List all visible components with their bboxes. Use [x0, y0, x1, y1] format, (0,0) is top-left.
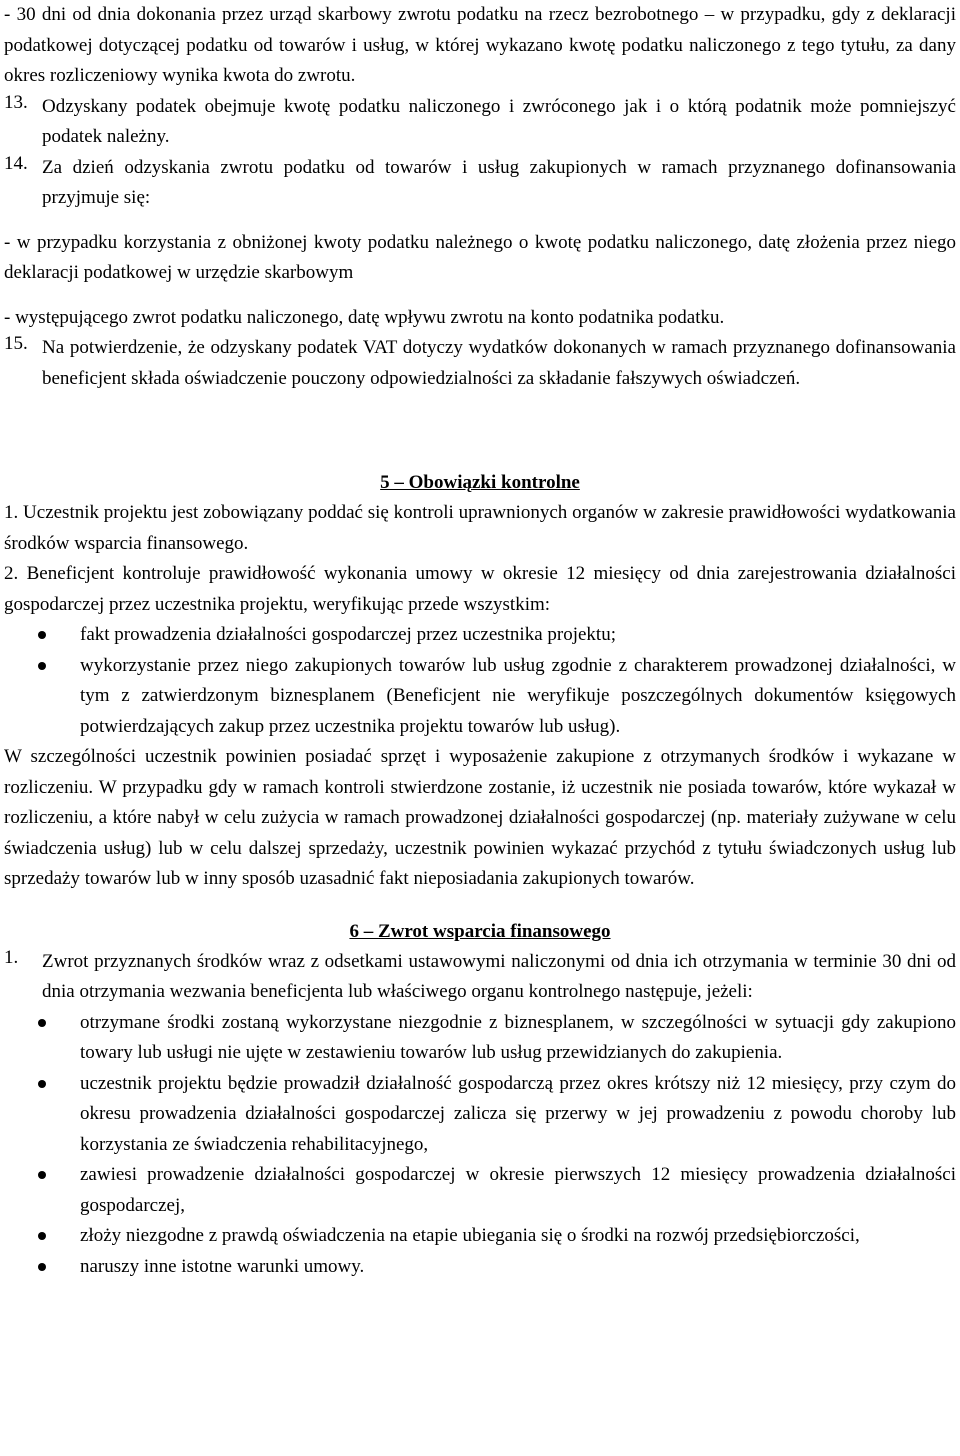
section-6-heading: 6 – Zwrot wsparcia finansowego — [349, 920, 611, 942]
list-item-14 — [4, 153, 956, 214]
document-page — [4, 0, 956, 1282]
bullet-item: wykorzystanie przez niego zakupionych towarów lub usług zgodnie z charakterem prowadzonej działalności, w tym z zatwierdzonym biznesplanem (Beneficjent nie weryfikuje poszczególnych dokumentów księgowych potwierdzających zakup przez uczestnika projektu towarów lub usług). — [4, 651, 956, 743]
item14-sub-paragraph-1: - w przypadku korzystania z obniżonej kwoty podatku należnego o kwotę podatku naliczonego, datę złożenia przez niego deklaracji podatkowej w urzędzie skarbowym — [4, 231, 956, 283]
bullet-icon — [4, 1221, 80, 1252]
bullet-item: uczestnik projektu będzie prowadził działalność gospodarczą przez okres krótszy niż 12 miesięcy, przy czym do okresu prowadzenia działalności gospodarczej zalicza się przerwy w jej prowadzeniu z powodu choroby lub korzystania ze świadczenia rehabilitacyjnego, — [4, 1069, 956, 1161]
item-number: 15. — [4, 333, 28, 354]
bullet-icon — [4, 620, 80, 651]
intro-paragraph: - 30 dni od dnia dokonania przez urząd skarbowy zwrotu podatku na rzecz bezrobotnego – w przypadku, gdy z deklaracji podatkowej dotyczącej podatku od towarów i usług, w której wykazano kwotę podatku naliczonego z tego tytułu, za dany okres rozliczeniowy wynika kwota do zwrotu. — [4, 4, 956, 86]
bullet-icon — [4, 1160, 80, 1221]
section-5-paragraph-3: W szczególności uczestnik powinien posiadać sprzęt i wyposażenie zakupione z otrzymanych środków i wykazane w rozliczeniu. W przypadku gdy w ramach kontroli stwierdzone zostanie, iż uczestnik nie posiada towarów, które wykazał w rozliczeniu, a które nabył w celu zużycia w ramach prowadzonej działalności gospodarczej (np. materiały zużywane w celu świadczenia usług) lub w celu dalszej sprzedaży, uczestnik powinien wykazać przychód z tytułu świadczonych usług lub sprzedaży towarów lub w inny sposób uzasadnić fakt nieposiadania zakupionych towarów. — [4, 746, 956, 889]
item-text: Zwrot przyznanych środków wraz z odsetkami ustawowymi naliczonymi od dnia ich otrzymania w terminie 30 dni od dnia otrzymania wezwania beneficjenta lub właściwego organu kontrolnego następuje, jeżeli: — [42, 950, 956, 1002]
item14-sub-paragraph-2: - występującego zwrot podatku naliczonego, datę wpływu zwrotu na konto podatnika podatku. — [4, 306, 725, 328]
bullet-icon — [4, 1008, 80, 1069]
list-item-13 — [4, 92, 956, 153]
section-5-paragraph-2: 2. Beneficjent kontroluje prawidłowość wykonania umowy w okresie 12 miesięcy od dnia zarejestrowania działalności gospodarczej przez uczestnika projektu, weryfikując przede wszystkim: — [4, 563, 956, 615]
item-text: Na potwierdzenie, że odzyskany podatek VAT dotyczy wydatków dokonanych w ramach przyznanego dofinansowania beneficjent składa oświadczenie pouczony odpowiedzialności za składanie fałszywych oświadczeń. — [42, 337, 956, 389]
bullet-item: złoży niezgodne z prawdą oświadczenia na etapie ubiegania się o środki na rozwój przedsiębiorczości, — [4, 1221, 956, 1252]
bullet-icon — [4, 651, 80, 743]
item-number: 13. — [4, 91, 28, 113]
bullet-item: otrzymane środki zostaną wykorzystane niezgodnie z biznesplanem, w szczególności w sytuacji gdy zakupiono towary lub usługi nie ujęte w zestawieniu towarów lub usług przewidzianych do zakupienia. — [4, 1008, 956, 1069]
bullet-item: fakt prowadzenia działalności gospodarczej przez uczestnika projektu; — [4, 620, 956, 651]
section-5-bullet-list — [4, 620, 956, 742]
section-5-paragraph-1: 1. Uczestnik projektu jest zobowiązany poddać się kontroli uprawnionych organów w zakresie prawidłowości wydatkowania środków wsparcia finansowego. — [4, 502, 956, 554]
item-text: Za dzień odzyskania zwrotu podatku od towarów i usług zakupionych w ramach przyznanego dofinansowania przyjmuje się: — [42, 156, 956, 208]
item-number: 14. — [4, 152, 28, 174]
section-6-bullet-list — [4, 1008, 956, 1283]
item-number: 1. — [4, 946, 19, 968]
bullet-icon — [4, 1069, 80, 1161]
list-item-15 — [4, 333, 956, 394]
bullet-item: naruszy inne istotne warunki umowy. — [4, 1252, 956, 1283]
bullet-icon — [4, 1252, 80, 1283]
section-6-item-1 — [4, 947, 956, 1008]
section-5-heading: 5 – Obowiązki kontrolne — [380, 472, 580, 493]
item-text: Odzyskany podatek obejmuje kwotę podatku naliczonego i zwróconego jak i o którą podatnik może pomniejszyć podatek należny. — [42, 95, 956, 147]
bullet-item: zawiesi prowadzenie działalności gospodarczej w okresie pierwszych 12 miesięcy prowadzenia działalności gospodarczej, — [4, 1160, 956, 1221]
